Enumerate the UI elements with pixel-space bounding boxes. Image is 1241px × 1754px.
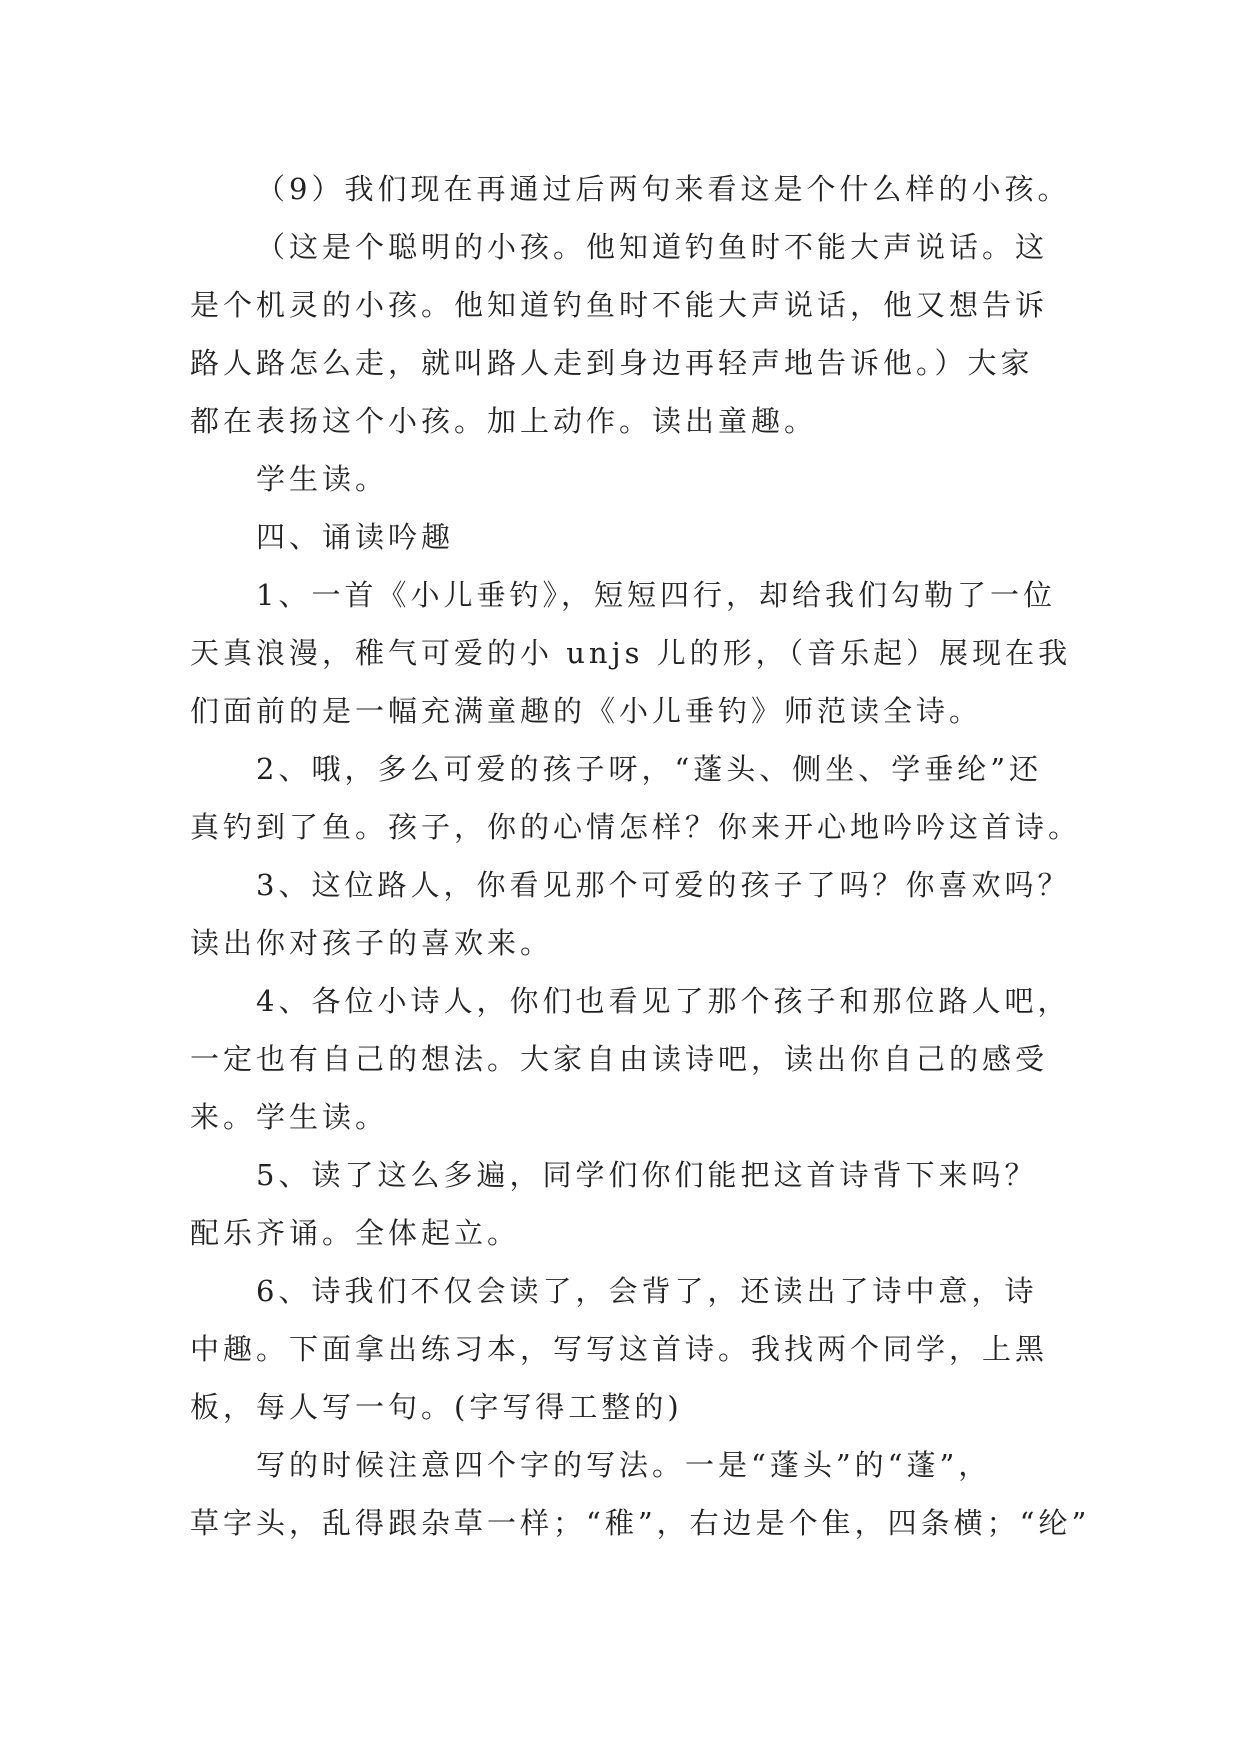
paragraph-line: 路人路怎么走，就叫路人走到身边再轻声地告诉他。）大家 [190,346,1034,380]
paragraph-line: （这是个聪明的小孩。他知道钓鱼时不能大声说话。这 [256,230,1049,264]
paragraph-line: 写的时候注意四个字的写法。一是“蓬头”的“蓬”， [256,1448,992,1482]
paragraph-line: 中趣。下面拿出练习本，写写这首诗。我找两个同学，上黑 [190,1332,1049,1366]
paragraph-line: 6、诗我们不仅会读了，会背了，还读出了诗中意，诗 [256,1274,1038,1308]
paragraph-line: 草字头，乱得跟杂草一样；“稚”，右边是个隹，四条横；“纶” [190,1506,1091,1540]
paragraph-line: 配乐齐诵。全体起立。 [190,1216,521,1250]
paragraph-line: 们面前的是一幅充满童趣的《小儿垂钓》师范读全诗。 [190,694,983,728]
paragraph-line: 来。学生读。 [190,1100,389,1134]
paragraph-line: 2、哦，多么可爱的孩子呀，“蓬头、侧坐、学垂纶”还 [256,752,1043,786]
document-body [190,160,1091,1552]
paragraph-line: 读出你对孩子的喜欢来。 [190,926,554,960]
paragraph-line: 3、这位路人，你看见那个可爱的孩子了吗？你喜欢吗？ [256,868,1071,902]
paragraph-line: 天真浪漫，稚气可爱的小 unjs 儿的形，（音乐起）展现在我 [190,636,1072,670]
paragraph-line: 真钓到了鱼。孩子，你的心情怎样？你来开心地吟吟这首诗。 [190,810,1082,844]
paragraph-line: 是个机灵的小孩。他知道钓鱼时不能大声说话，他又想告诉 [190,288,1049,322]
paragraph-line: 4、各位小诗人，你们也看见了那个孩子和那位路人吧， [256,984,1071,1018]
paragraph-line: 5、读了这么多遍，同学们你们能把这首诗背下来吗？ [256,1158,1038,1192]
paragraph-line: 学生读。 [256,462,389,496]
section-heading: 四、诵读吟趣 [256,520,455,554]
paragraph-line: 1、一首《小儿垂钓》，短短四行，却给我们勾勒了一位 [256,578,1056,612]
paragraph-line: 一定也有自己的想法。大家自由读诗吧，读出你自己的感受 [190,1042,1049,1076]
paragraph-line: 都在表扬这个小孩。加上动作。读出童趣。 [190,404,818,438]
paragraph-line: （9）我们现在再通过后两句来看这是个什么样的小孩。 [256,172,1071,206]
paragraph-line: 板，每人写一句。(字写得工整的) [190,1390,683,1424]
